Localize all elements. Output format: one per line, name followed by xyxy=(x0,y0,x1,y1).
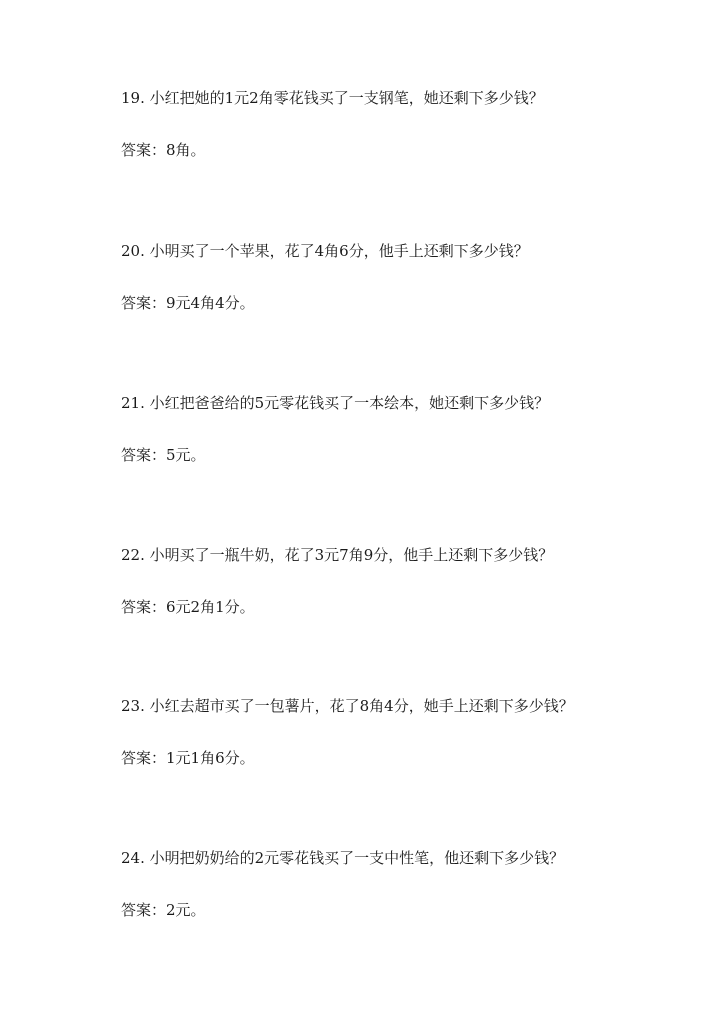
qa-item-23 xyxy=(121,696,681,768)
question-text: 22. 小明买了一瓶牛奶，花了3元7角9分，他手上还剩下多少钱？ xyxy=(121,546,554,564)
qa-item-19 xyxy=(121,88,681,160)
question-text: 21. 小红把爸爸给的5元零花钱买了一本绘本，她还剩下多少钱？ xyxy=(121,394,550,412)
answer-text: 答案：2元。 xyxy=(121,901,206,919)
answer-text: 答案：1元1角6分。 xyxy=(121,749,255,767)
question-text: 24. 小明把奶奶给的2元零花钱买了一支中性笔，他还剩下多少钱？ xyxy=(121,849,565,867)
qa-item-24 xyxy=(121,848,681,920)
qa-item-22 xyxy=(121,545,681,617)
qa-item-20 xyxy=(121,241,681,313)
question-text: 19. 小红把她的1元2角零花钱买了一支钢笔，她还剩下多少钱？ xyxy=(121,89,544,107)
answer-text: 答案：6元2角1分。 xyxy=(121,598,255,616)
answer-text: 答案：8角。 xyxy=(121,141,206,159)
question-text: 20. 小明买了一个苹果，花了4角6分，他手上还剩下多少钱？ xyxy=(121,242,529,260)
qa-item-21 xyxy=(121,393,681,465)
answer-text: 答案：9元4角4分。 xyxy=(121,294,255,312)
question-text: 23. 小红去超市买了一包薯片，花了8角4分，她手上还剩下多少钱？ xyxy=(121,697,574,715)
answer-text: 答案：5元。 xyxy=(121,446,206,464)
